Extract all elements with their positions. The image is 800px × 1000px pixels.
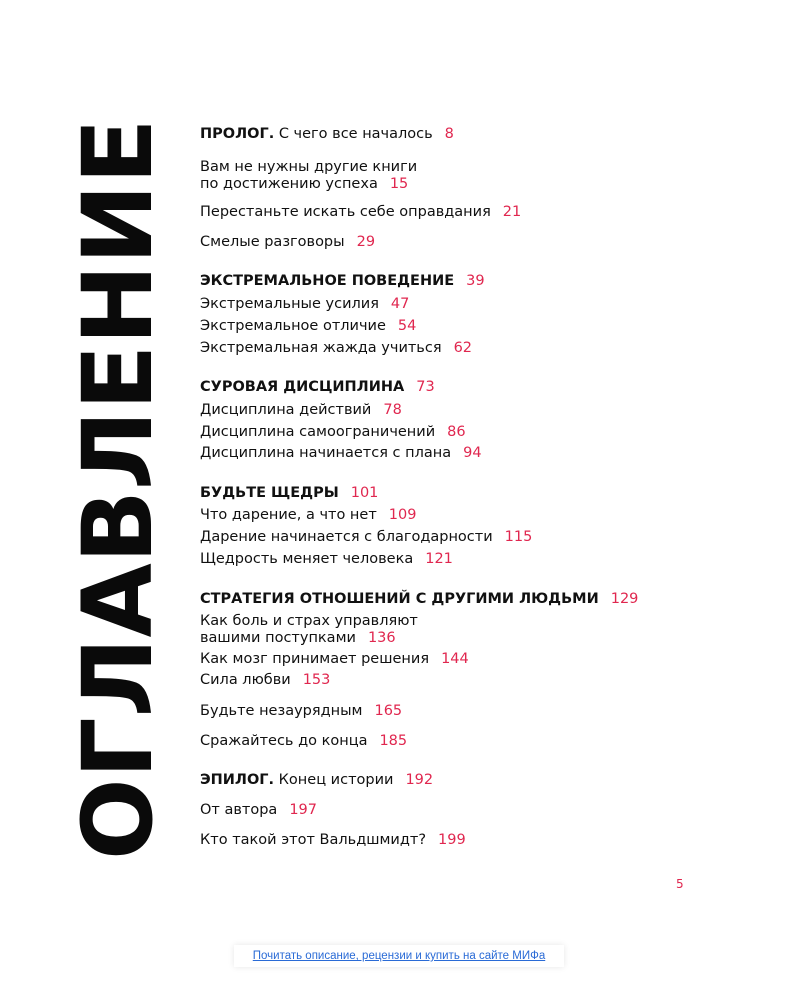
- toc-page-number: 165: [374, 703, 403, 719]
- toc-item-title: Смелые разговоры: [200, 234, 345, 250]
- toc-item: [200, 507, 416, 524]
- toc-item-title: Экстремальные усилия: [200, 296, 379, 312]
- toc-item-title: Щедрость меняет человека: [200, 551, 414, 567]
- page-heading-vertical: [62, 118, 174, 860]
- toc-item: [200, 424, 466, 441]
- toc-page-number: 129: [610, 591, 639, 607]
- heading-letter: В: [62, 490, 174, 564]
- toc-section-title: ЭКСТРЕМАЛЬНОЕ ПОВЕДЕНИЕ: [200, 273, 455, 289]
- toc-item-title: Как мозг принимает решения: [200, 651, 430, 667]
- toc-page-number: 144: [441, 651, 469, 667]
- toc-page-number: 29: [356, 234, 376, 250]
- toc-item: [200, 159, 417, 193]
- toc-item: [200, 651, 469, 668]
- toc-item-title: От автора: [200, 802, 278, 818]
- toc-page-number: 94: [463, 445, 482, 461]
- toc-section-title: СУРОВАЯ ДИСЦИПЛИНА: [200, 379, 405, 395]
- toc-page-number: 39: [466, 273, 485, 289]
- toc-item-title: Дарение начинается с благодарности: [200, 529, 493, 545]
- toc-item: [200, 402, 402, 419]
- toc-item: [200, 529, 532, 546]
- heading-letter: Е: [62, 344, 174, 411]
- toc-section-title: СТРАТЕГИЯ ОТНОШЕНИЙ С ДРУГИМИ ЛЮДЬМИ: [200, 591, 599, 607]
- toc-section: [200, 772, 433, 789]
- toc-page-number: 8: [444, 126, 454, 142]
- toc-item-title: Конец истории: [274, 772, 394, 788]
- toc-item-title-line2: по достижению успеха: [200, 176, 378, 192]
- heading-letter: Н: [62, 264, 174, 345]
- toc-item: [200, 204, 521, 221]
- heading-letter: Е: [62, 118, 174, 185]
- toc-page-number: 121: [425, 551, 453, 567]
- toc-item-title: Экстремальное отличие: [200, 318, 386, 334]
- toc-page-number: 136: [367, 630, 396, 646]
- toc-item: [200, 445, 482, 462]
- toc-section: [200, 591, 638, 608]
- toc-item-title: Экстремальная жажда учиться: [200, 340, 442, 356]
- toc-item-title: С чего все началось: [274, 126, 433, 142]
- toc-page-number: 153: [302, 672, 331, 688]
- heading-letter: А: [62, 563, 174, 638]
- toc-item: [200, 613, 418, 647]
- heading-letter: Г: [62, 717, 174, 779]
- toc-item-title: Перестаньте искать себе оправдания: [200, 204, 491, 220]
- toc-page-number: 21: [502, 204, 522, 220]
- toc-page-number: 78: [383, 402, 402, 418]
- toc-item-title: Что дарение, а что нет: [200, 507, 377, 523]
- toc-page-number: 54: [397, 318, 417, 334]
- toc-section: [200, 273, 485, 290]
- toc-page-number: 101: [350, 485, 379, 501]
- toc-section-title: ПРОЛОГ.: [200, 126, 275, 142]
- toc-item: [200, 296, 409, 313]
- toc-page-number: 15: [389, 176, 409, 192]
- toc-section-title: БУДЬТЕ ЩЕДРЫ: [200, 485, 339, 501]
- toc-section: [200, 485, 378, 502]
- toc-item: [200, 234, 375, 251]
- toc-item: [200, 672, 330, 689]
- toc-page-number: 185: [379, 733, 408, 749]
- heading-letter: Л: [62, 637, 174, 718]
- heading-letter: И: [62, 184, 174, 265]
- buy-on-site-link[interactable]: Почитать описание, рецензии и купить на сайте МИФа: [234, 945, 564, 967]
- toc-page-number: 192: [405, 772, 434, 788]
- toc-page-number: 199: [438, 832, 466, 848]
- heading-letter: Л: [62, 410, 174, 491]
- toc-item-title: Дисциплина самоограничений: [200, 424, 436, 440]
- toc-item: [200, 703, 402, 720]
- toc-page-number: 86: [447, 424, 466, 440]
- toc-item: [200, 318, 416, 335]
- toc-item: [200, 733, 407, 750]
- toc-item-title-line2: вашими поступками: [200, 630, 356, 646]
- toc-item-title: Будьте незаурядным: [200, 703, 363, 719]
- toc-item-title: Вам не нужны другие книги: [200, 159, 418, 175]
- toc-section: [200, 126, 454, 143]
- heading-letter: О: [62, 778, 174, 860]
- toc-page-number: 62: [453, 340, 473, 356]
- toc-section: [200, 379, 435, 396]
- toc-page-number: 197: [289, 802, 317, 818]
- toc-item: [200, 551, 453, 568]
- toc-section-title: ЭПИЛОГ.: [200, 772, 275, 788]
- toc-item-title: Сила любви: [200, 672, 291, 688]
- toc-page-number: 109: [388, 507, 417, 523]
- toc-item-title: Как боль и страх управляют: [200, 613, 418, 629]
- toc-item-title: Кто такой этот Вальдшмидт?: [200, 832, 427, 848]
- toc-item: [200, 340, 472, 357]
- toc-page-number: 73: [416, 379, 435, 395]
- toc-item-title: Дисциплина начинается с плана: [200, 445, 452, 461]
- toc-item: [200, 802, 317, 819]
- page-number: 5: [676, 877, 684, 891]
- toc-item-title: Дисциплина действий: [200, 402, 372, 418]
- toc-item-title: Сражайтесь до конца: [200, 733, 368, 749]
- toc-item: [200, 832, 466, 849]
- toc-page-number: 115: [504, 529, 533, 545]
- toc-page-number: 47: [390, 296, 410, 312]
